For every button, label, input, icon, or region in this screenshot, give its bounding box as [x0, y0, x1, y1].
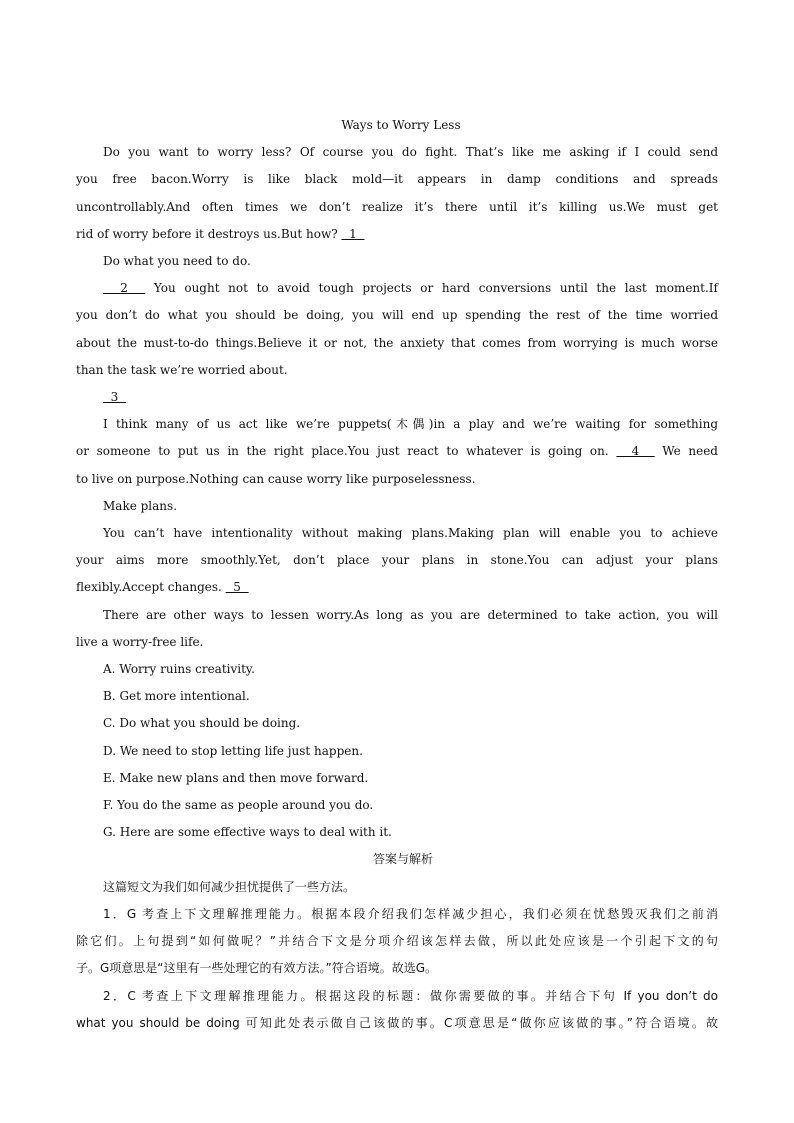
answer-intro: 这篇短文为我们如何减少担忧提供了一些方法。 [103, 879, 356, 894]
option-item: B. Get more intentional. [103, 689, 250, 704]
paragraph-line: you don’t do what you should be doing, you will end up spending the rest of the time worried [76, 308, 718, 323]
section-heading: Do what you need to do. [103, 254, 251, 269]
paragraph-line: uncontrollably.And often times we don’t realize it’s there until it’s killing us.We must get [76, 199, 718, 214]
paragraph-line: about the must-to-do things.Believe it or not, the anxiety that comes from worrying is much worse [76, 335, 718, 350]
text-run: rid of worry before it destroys us.But how? [76, 226, 342, 241]
paragraph-line: to live on purpose.Nothing can cause worry like purposelessness. [76, 471, 476, 486]
blank-5: 5 [225, 580, 249, 595]
paragraph-line [76, 574, 718, 601]
answer-line: what you should be doing 可知此处表示做自己该做的事。C项意思是“做你应该做的事。”符合语境。故 [76, 1015, 718, 1030]
blank-2: 2 [103, 281, 146, 296]
option-item: D. We need to stop letting life just happen. [103, 743, 363, 758]
answer-line: 子。G项意思是“这里有一些处理它的有效方法。”符合语境。故选G。 [76, 961, 438, 976]
answer-line: 2．C 考查上下文理解推理能力。根据这段的标题：做你需要做的事。并结合下句 If you don’t do [103, 988, 718, 1003]
answer-line: 除它们。上句提到“如何做呢？”并结合下文是分项介绍该怎样去做，所以此处应该是一个引起下文的句 [76, 934, 718, 949]
text-run: We need [654, 444, 718, 459]
options-list [76, 656, 718, 846]
paragraph-line: I think many of us act like we’re puppets(木偶)in a play and we’re waiting for something [103, 417, 718, 432]
paragraph-line: live a worry-free life. [76, 634, 204, 649]
section-heading: Make plans. [103, 498, 178, 513]
page-title: Ways to Worry Less [341, 118, 461, 132]
option-item: C. Do what you should be doing. [103, 716, 301, 731]
paragraph-line: You can’t have intentionality without making plans.Making plan will enable you to achieve [103, 526, 718, 541]
paragraph-line [76, 221, 718, 248]
blank-4: 4 [616, 444, 655, 459]
text-run: flexibly.Accept changes. [76, 580, 226, 595]
blank-1: 1 [341, 226, 365, 241]
paragraph-line: your aims more smoothly.Yet, don’t place your plans in stone.You can adjust your plans [76, 553, 718, 568]
option-item: F. You do the same as people around you do. [103, 798, 374, 813]
paragraph-line [76, 275, 718, 302]
document-page [76, 112, 718, 1037]
option-item: A. Worry ruins creativity. [103, 662, 255, 677]
paragraph-line [76, 384, 718, 411]
paragraph-line [76, 438, 718, 465]
option-item: G. Here are some effective ways to deal with it. [103, 825, 392, 840]
paragraph-line: you free bacon.Worry is like black mold—it appears in damp conditions and spreads [76, 172, 718, 187]
answer-line: 1．G 考查上下文理解推理能力。根据本段介绍我们怎样减少担心，我们必须在忧愁毁灭我们之前消 [103, 906, 718, 921]
option-item: E. Make new plans and then move forward. [103, 770, 369, 785]
blank-3: 3 [103, 390, 126, 405]
paragraph-line: than the task we’re worried about. [76, 362, 288, 377]
text-run: or someone to put us in the right place.You just react to whatever is going on. [76, 444, 617, 459]
answer-heading: 答案与解析 [372, 852, 433, 867]
paragraph-line: Do you want to worry less? Of course you do fight. That’s like me asking if I could send [103, 145, 718, 160]
text-run: You ought not to avoid tough projects or hard conversions until the last moment.If [145, 281, 718, 296]
paragraph-line: There are other ways to lessen worry.As long as you are determined to take action, you will [103, 607, 718, 622]
